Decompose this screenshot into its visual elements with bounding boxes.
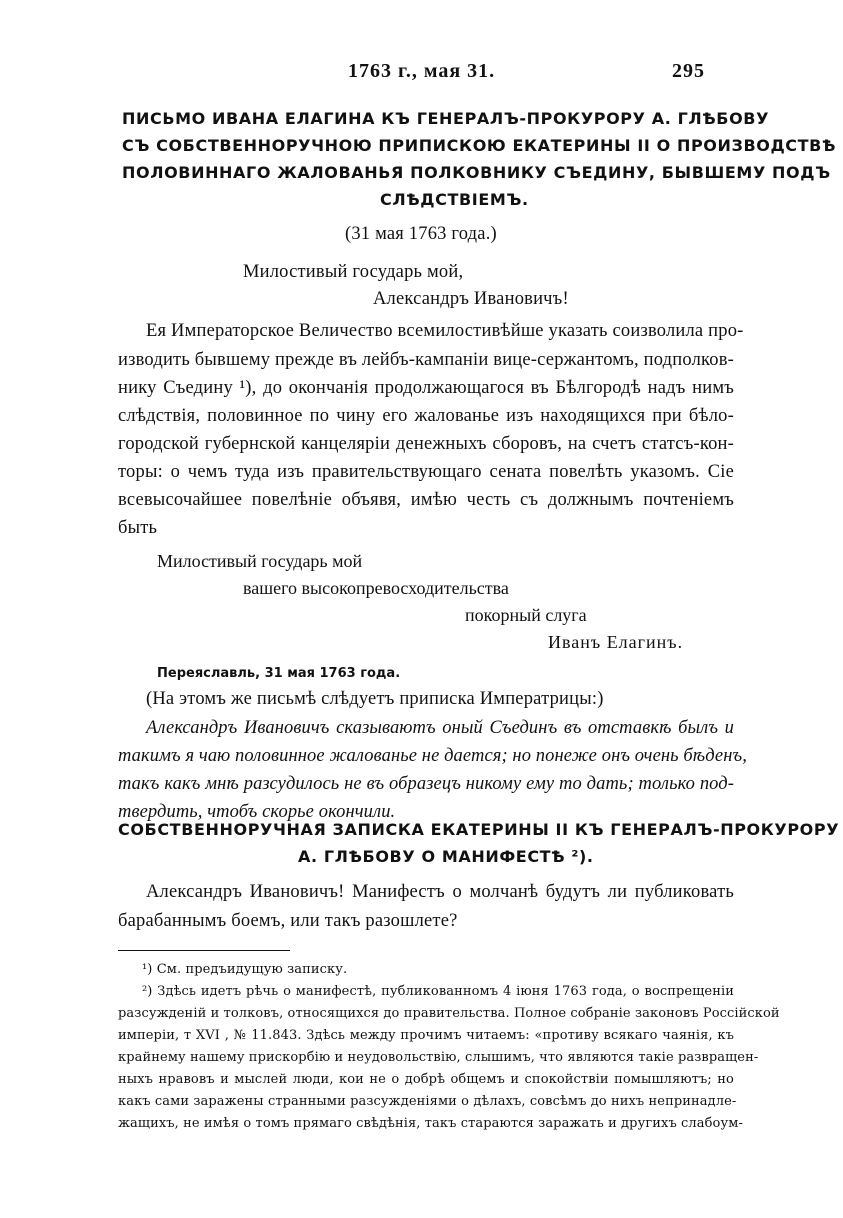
title-line: ПИСЬМО ИВАНА ЕЛАГИНА КЪ ГЕНЕРАЛЪ-ПРОКУРОРУ А. ГЛѢБОВУ bbox=[122, 109, 770, 128]
footnote-1: ¹) См. предъидущую записку. bbox=[142, 962, 348, 977]
body-line: торы: о чемъ туда изъ правительствующаго сената повелѣть указомъ. Сіе bbox=[118, 462, 734, 482]
salutation-line: Милостивый государь мой, bbox=[243, 262, 464, 282]
signature: Иванъ Елагинъ. bbox=[548, 632, 684, 652]
note-title: СОБСТВЕННОРУЧНАЯ ЗАПИСКА ЕКАТЕРИНЫ II КЪ ГЕНЕРАЛЪ-ПРОКУРОРУ bbox=[118, 820, 840, 839]
title-line: СЛѢДСТВІЕМЪ. bbox=[380, 190, 529, 209]
running-header-date: 1763 г., мая 31. bbox=[348, 60, 496, 82]
footnote-2-line: какъ сами заражены странными разсужденіями о дѣлахъ, совсѣмъ до нихъ непринадле- bbox=[118, 1094, 737, 1109]
title-line: ПОЛОВИННАГО ЖАЛОВАНЬЯ ПОЛКОВНИКУ СЪЕДИНУ, БЫВШЕМУ ПОДЪ bbox=[122, 163, 831, 182]
title-line: СЪ СОБСТВЕННОРУЧНОЮ ПРИПИСКОЮ ЕКАТЕРИНЫ II О ПРОИЗВОДСТВѢ bbox=[122, 136, 837, 155]
salutation-addressee: Александръ Ивановичъ! bbox=[373, 289, 569, 309]
postscript-intro: (На этомъ же письмѣ слѣдуетъ приписка Императрицы:) bbox=[146, 689, 604, 709]
body-line: слѣдствія, половинное по чину его жалованье изъ находящихся при бѣло- bbox=[118, 406, 734, 426]
postscript-line: такимъ я чаю половинное жалованье не дается; но понеже онъ очень бѣденъ, bbox=[118, 746, 747, 766]
footnote-rule bbox=[118, 950, 290, 951]
closing-line: Милостивый государь мой bbox=[157, 551, 363, 571]
body-line: изводить бывшему прежде въ лейбъ-кампаніи вице-сержантомъ, подполков- bbox=[118, 350, 734, 370]
body-line: быть bbox=[118, 518, 158, 538]
body-line: всевысочайшее повелѣніе объявя, имѣю честь съ должнымъ почтеніемъ bbox=[118, 490, 734, 510]
footnote-2-line: крайнему нашему прискорбію и неудовольствію, слышимъ, что являются такіе развращен- bbox=[118, 1050, 759, 1065]
footnote-2-line: ²) Здѣсь идетъ рѣчь о манифестѣ, публикованномъ 4 іюня 1763 года, о воспрещеніи bbox=[142, 984, 734, 999]
footnote-2-line: ныхъ нравовъ и мыслей люди, кои не о добрѣ общемъ и спокойствіи помышляютъ; но bbox=[118, 1072, 734, 1087]
letter-date: (31 мая 1763 года.) bbox=[345, 224, 497, 244]
footnote-2-line: разсужденій и толковъ, относящихся до правительства. Полное собраніе законовъ Россійской bbox=[118, 1006, 780, 1021]
body-line: Ея Императорское Величество всемилостивѣйше указать соизволила про- bbox=[146, 321, 744, 341]
body-line: нику Съедину ¹), до окончанія продолжающагося въ Бѣлгородѣ надъ нимъ bbox=[118, 378, 734, 398]
note-title-line2: А. ГЛѢБОВУ О МАНИФЕСТѢ ²). bbox=[298, 847, 594, 866]
postscript-line: Александръ Ивановичъ сказываютъ оный Съединъ въ отставкѣ былъ и bbox=[146, 718, 734, 738]
postscript-line: твердить, чтобъ скорье окончили. bbox=[118, 802, 396, 822]
footnote-2-line: жащихъ, не имѣя о томъ прямаго свѣдѣнія, такъ стараются заражать и другихъ слабоум- bbox=[118, 1116, 743, 1131]
place-and-date: Переяславль, 31 мая 1763 года. bbox=[157, 666, 401, 681]
body-line: городской губернской канцеляріи денежныхъ сборовъ, на счетъ статсъ-кон- bbox=[118, 434, 734, 454]
note-body-line: барабаннымъ боемъ, или такъ разошлете? bbox=[118, 911, 458, 931]
closing-line: покорный слуга bbox=[465, 605, 587, 625]
page-number: 295 bbox=[672, 60, 705, 82]
postscript-line: такъ какъ мнѣ разсудилось не въ образецъ никому ему то дать; только под- bbox=[118, 774, 734, 794]
note-body-line: Александръ Ивановичъ! Манифестъ о молчанѣ будутъ ли публиковать bbox=[146, 882, 734, 902]
closing-line: вашего высокопревосходительства bbox=[243, 578, 509, 598]
footnote-2-line: имперіи, т XVI , № 11.843. Здѣсь между прочимъ читаемъ: «противу всякаго чаянія, къ bbox=[118, 1028, 734, 1043]
